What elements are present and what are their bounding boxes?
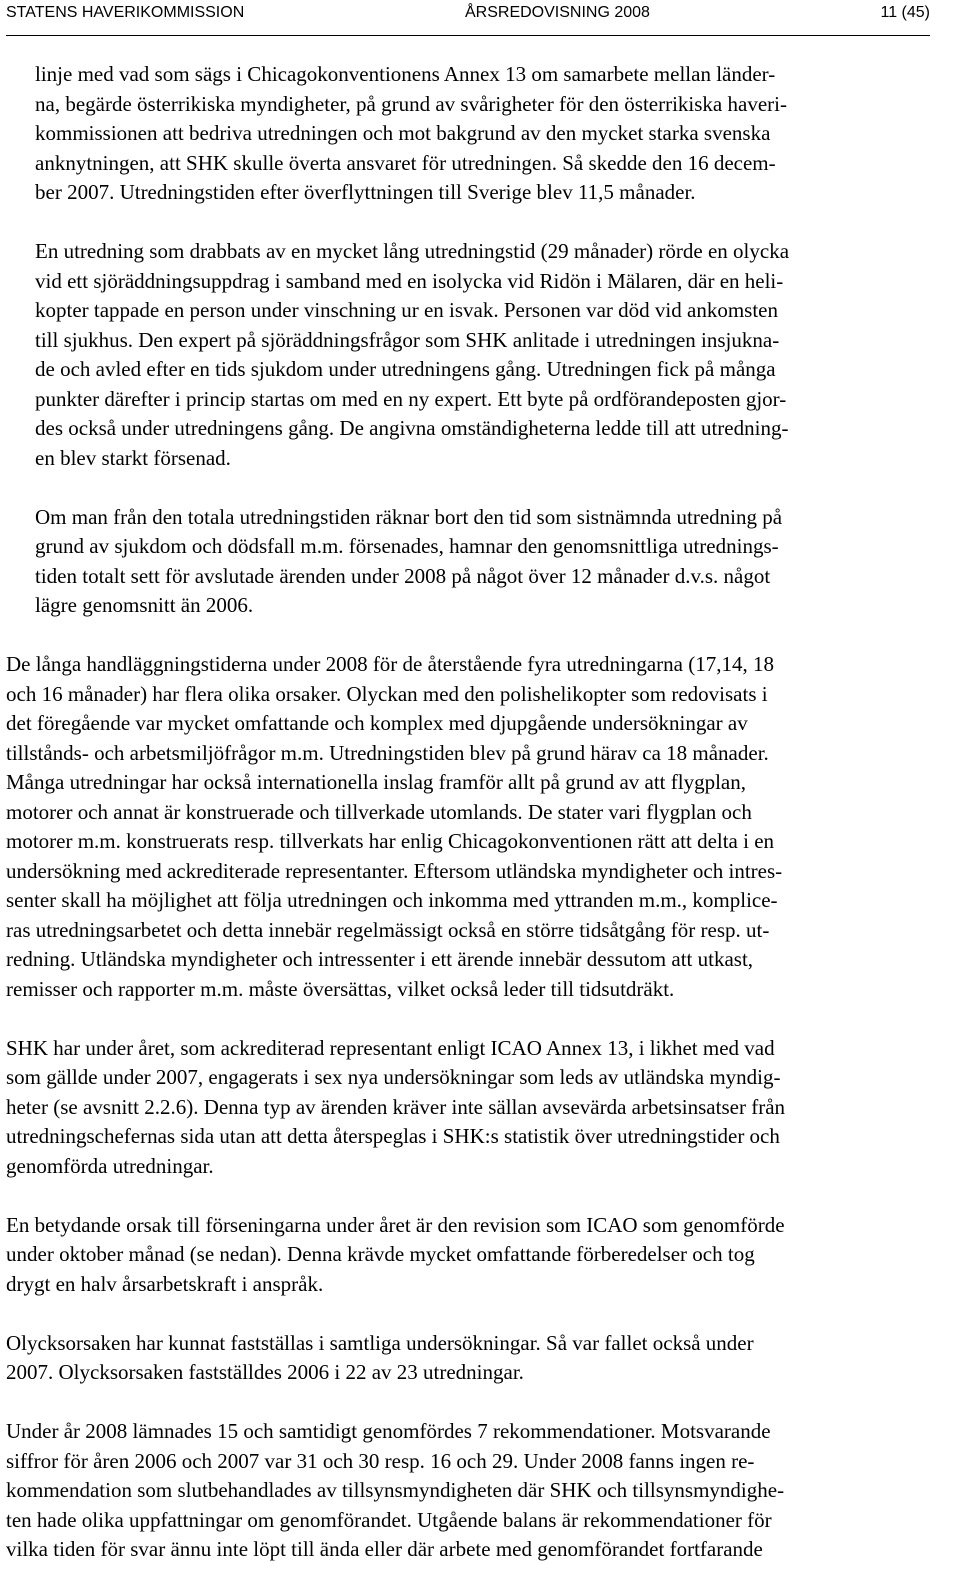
paragraph xyxy=(6,1417,956,1565)
text-line: motorer och annat är konstruerade och tillverkade utomlands. De stater vari flygplan och xyxy=(6,799,752,824)
paragraph xyxy=(6,503,956,621)
text-line: ber 2007. Utredningstiden efter överflyttningen till Sverige blev 11,5 månader. xyxy=(35,180,696,204)
report-title: ÅRSREDOVISNING 2008 xyxy=(465,4,650,21)
text-line: de och avled efter en tids sjukdom under utredningens gång. Utredningen fick på många xyxy=(35,357,776,381)
text-line: till sjukhus. Den expert på sjöräddningsfrågor som SHK anlitade i utredningen insjukna- xyxy=(35,327,780,352)
text-line: linje med vad som sägs i Chicagokonventionens Annex 13 om samarbete mellan länder- xyxy=(35,62,776,86)
text-line: anknytningen, att SHK skulle överta ansvaret för utredningen. Så skedde den 16 decem- xyxy=(35,150,776,175)
text-line: ten hade olika uppfattningar om genomförandet. Utgående balans är rekommendationer för xyxy=(6,1507,772,1532)
text-line: genomförda utredningar. xyxy=(6,1153,214,1178)
text-line: remisser och rapporter m.m. måste översättas, vilket också leder till tidsutdräkt. xyxy=(6,976,675,1001)
text-line: Under år 2008 lämnades 15 och samtidigt genomfördes 7 rekommendationer. Motsvarande xyxy=(6,1419,771,1443)
text-line: lägre genomsnitt än 2006. xyxy=(35,593,254,617)
text-line: det föregående var mycket omfattande och komplex med djupgående undersökningar av xyxy=(6,711,748,735)
page-number: 11 (45) xyxy=(880,4,930,21)
text-line: under oktober månad (se nedan). Denna krävde mycket omfattande förberedelser och tog xyxy=(6,1242,755,1266)
paragraph xyxy=(6,1329,956,1388)
text-line: senter skall ha möjlighet att följa utredningen och inkomma med yttranden m.m., komplice- xyxy=(6,888,778,912)
paragraph xyxy=(6,650,956,1004)
text-line: grund av sjukdom och dödsfall m.m. försenades, hamnar den genomsnittliga utrednings- xyxy=(35,534,779,558)
header-divider xyxy=(6,35,930,36)
text-line: motorer m.m. konstruerats resp. tillverkats har enlig Chicagokonventionen rätt att delta i en xyxy=(6,829,775,853)
text-line: kommissionen att bedriva utredningen och mot bakgrund av den mycket starka svenska xyxy=(35,121,771,145)
text-line: siffror för åren 2006 och 2007 var 31 och 30 resp. 16 och 29. Under 2008 fanns ingen re- xyxy=(6,1448,755,1473)
document-body xyxy=(6,60,956,1594)
text-line: Olycksorsaken har kunnat fastställas i samtliga undersökningar. Så var fallet också under xyxy=(6,1330,754,1355)
text-line: kopter tappade en person under vinschning ur en isvak. Personen var död vid ankomsten xyxy=(35,298,778,322)
text-line: och 16 månader) har flera olika orsaker. Olyckan med den polishelikopter som redovisats i xyxy=(6,681,768,706)
text-line: vilka tiden för svar ännu inte löpt till ända eller där arbete med genomförandet fortfarande xyxy=(6,1537,763,1561)
text-line: tiden totalt sett för avslutade ärenden under 2008 på något över 12 månader d.v.s. något xyxy=(35,563,771,588)
text-line: En utredning som drabbats av en mycket lång utredningstid (29 månader) rörde en olycka xyxy=(35,239,790,263)
text-line: redning. Utländska myndigheter och intressenter i ett ärende innebär dessutom att utkast, xyxy=(6,947,754,971)
paragraph xyxy=(6,60,956,208)
text-line: 2007. Olycksorsaken fastställdes 2006 i 22 av 23 utredningar. xyxy=(6,1360,524,1384)
organization-name: STATENS HAVERIKOMMISSION xyxy=(6,4,245,21)
text-line: som gällde under 2007, engagerats i sex nya undersökningar som leds av utländska myndig- xyxy=(6,1065,781,1089)
text-line: utredningschefernas sida utan att detta återspeglas i SHK:s statistik över utredningstider och xyxy=(6,1124,780,1148)
text-line: heter (se avsnitt 2.2.6). Denna typ av ärenden kräver inte sällan avsevärda arbetsinsatser från xyxy=(6,1094,786,1119)
text-line: na, begärde österrikiska myndigheter, på grund av svårigheter för den österrikiska haveri- xyxy=(35,91,787,116)
text-line: drygt en halv årsarbetskraft i anspråk. xyxy=(6,1271,324,1296)
text-line: De långa handläggningstiderna under 2008 för de återstående fyra utredningarna (17,14, 18 xyxy=(6,652,774,676)
text-line: des också under utredningens gång. De angivna omständigheterna ledde till att utredning- xyxy=(35,416,789,440)
text-line: kommendation som slutbehandlades av tillsynsmyndigheten där SHK och tillsynsmyndighe- xyxy=(6,1478,785,1502)
text-line: punkter därefter i princip startas om med en ny expert. Ett byte på ordförandeposten gjor- xyxy=(35,386,787,411)
text-line: en blev starkt försenad. xyxy=(35,445,231,470)
text-line: tillstånds- och arbetsmiljöfrågor m.m. Utredningstiden blev på grund härav ca 18 månader. xyxy=(6,740,769,765)
text-line: En betydande orsak till förseningarna under året är den revision som ICAO som genomförde xyxy=(6,1212,785,1237)
text-line: undersökning med ackrediterade representanter. Eftersom utländska myndigheter och intres- xyxy=(6,858,783,883)
text-line: Om man från den totala utredningstiden räknar bort den tid som sistnämnda utredning på xyxy=(35,504,783,529)
text-line: Många utredningar har också internationella inslag framför allt på grund av att flygplan, xyxy=(6,770,746,794)
paragraph xyxy=(6,237,956,473)
paragraph xyxy=(6,1034,956,1182)
paragraph xyxy=(6,1211,956,1300)
text-line: vid ett sjöräddningsuppdrag i samband med en isolycka vid Ridön i Mälaren, där en heli- xyxy=(35,268,784,293)
page-header xyxy=(6,0,930,30)
text-line: ras utredningsarbetet och detta innebär regelmässigt också en större tidsåtgång för resp. ut- xyxy=(6,917,770,942)
text-line: SHK har under året, som ackrediterad representant enligt ICAO Annex 13, i likhet med vad xyxy=(6,1035,775,1060)
